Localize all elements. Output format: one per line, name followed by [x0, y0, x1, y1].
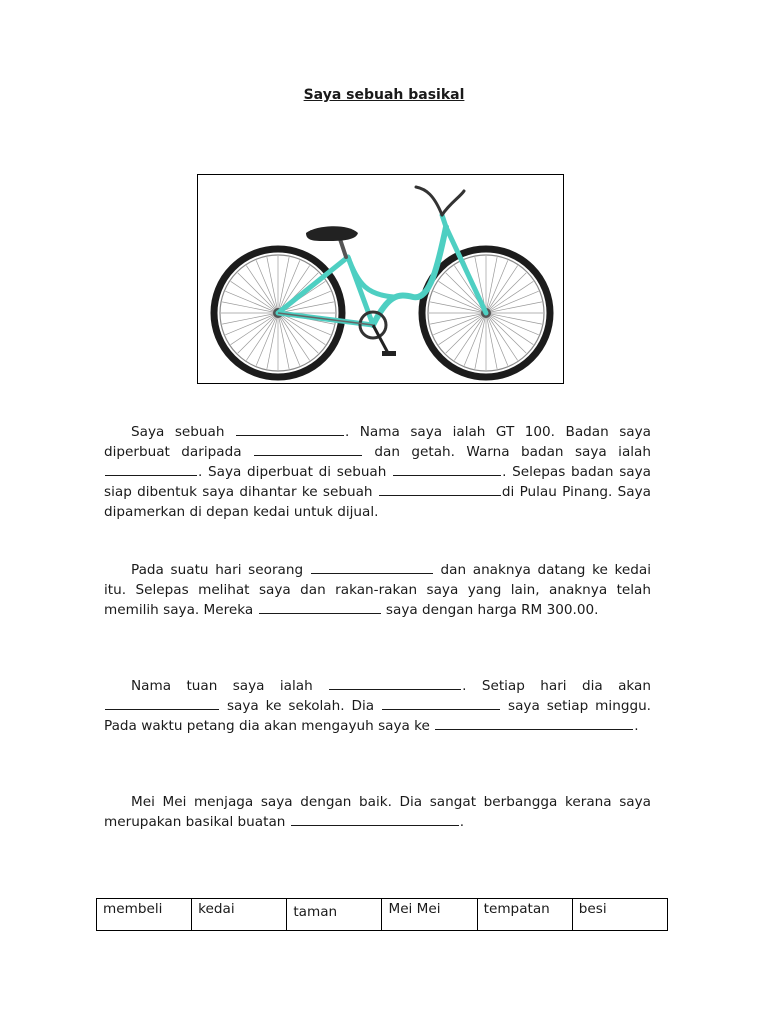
p2-text-3: saya dengan harga RM 300.00.: [385, 602, 599, 618]
p3-text-3: saya ke sekolah. Dia: [226, 698, 375, 714]
p1-text-2: . Nama saya ialah GT 100. Badan saya diperbuat daripada: [104, 424, 651, 460]
word-bank-cell[interactable]: besi: [572, 899, 667, 931]
p1-text-3: dan getah. Warna badan saya ialah: [374, 444, 651, 460]
answer-blank-12[interactable]: [291, 812, 459, 826]
paragraph-1: [104, 422, 651, 522]
p3-text-5: .: [634, 718, 639, 734]
saddle: [306, 226, 358, 241]
answer-blank-5[interactable]: [379, 482, 501, 496]
answer-blank-10[interactable]: [382, 696, 500, 710]
answer-blank-6[interactable]: [311, 560, 433, 574]
answer-blank-7[interactable]: [259, 600, 381, 614]
p2-text-2: dan anaknya datang ke kedai itu. Selepas melihat saya dan rakan-rakan saya yang lain, anaknya telah memilih saya. Mereka: [104, 562, 651, 618]
word-bank-cell[interactable]: taman: [287, 899, 382, 931]
p4-text-1: Mei Mei menjaga saya dengan baik. Dia sangat berbangga kerana saya merupakan basikal buatan: [104, 794, 651, 830]
p1-text-4: . Saya diperbuat di sebuah: [198, 464, 387, 480]
word-bank-table: [96, 898, 668, 931]
bicycle-image: [197, 174, 564, 384]
answer-blank-2[interactable]: [254, 442, 362, 456]
paragraph-4: [104, 792, 651, 832]
answer-blank-9[interactable]: [105, 696, 219, 710]
p1-text-6: di Pulau Pinang. Saya dipamerkan di depan kedai untuk dijual.: [104, 484, 652, 520]
word-bank-cell[interactable]: tempatan: [477, 899, 572, 931]
p3-text-2: . Setiap hari dia akan: [462, 678, 651, 694]
answer-blank-8[interactable]: [329, 676, 461, 690]
word-bank-cell[interactable]: membeli: [97, 899, 192, 931]
answer-blank-4[interactable]: [393, 462, 501, 476]
paragraph-2: [104, 560, 651, 620]
word-bank-cell[interactable]: Mei Mei: [382, 899, 477, 931]
worksheet-title: Saya sebuah basikal: [303, 87, 465, 103]
bicycle-illustration: [198, 175, 563, 383]
answer-blank-11[interactable]: [435, 716, 633, 730]
paragraph-3: [104, 676, 651, 736]
p2-text-1: Pada suatu hari seorang: [131, 562, 304, 578]
answer-blank-1[interactable]: [236, 422, 344, 436]
p3-text-4: saya setiap minggu. Pada waktu petang dia akan mengayuh saya ke: [104, 698, 652, 734]
p4-text-2: .: [459, 814, 465, 830]
p3-text-1: Nama tuan saya ialah: [131, 678, 313, 694]
p1-text-1: Saya sebuah: [131, 424, 225, 440]
word-bank-cell[interactable]: kedai: [192, 899, 287, 931]
answer-blank-3[interactable]: [105, 462, 197, 476]
p1-text-5: . Selepas badan saya siap dibentuk saya dihantar ke sebuah: [104, 464, 652, 500]
